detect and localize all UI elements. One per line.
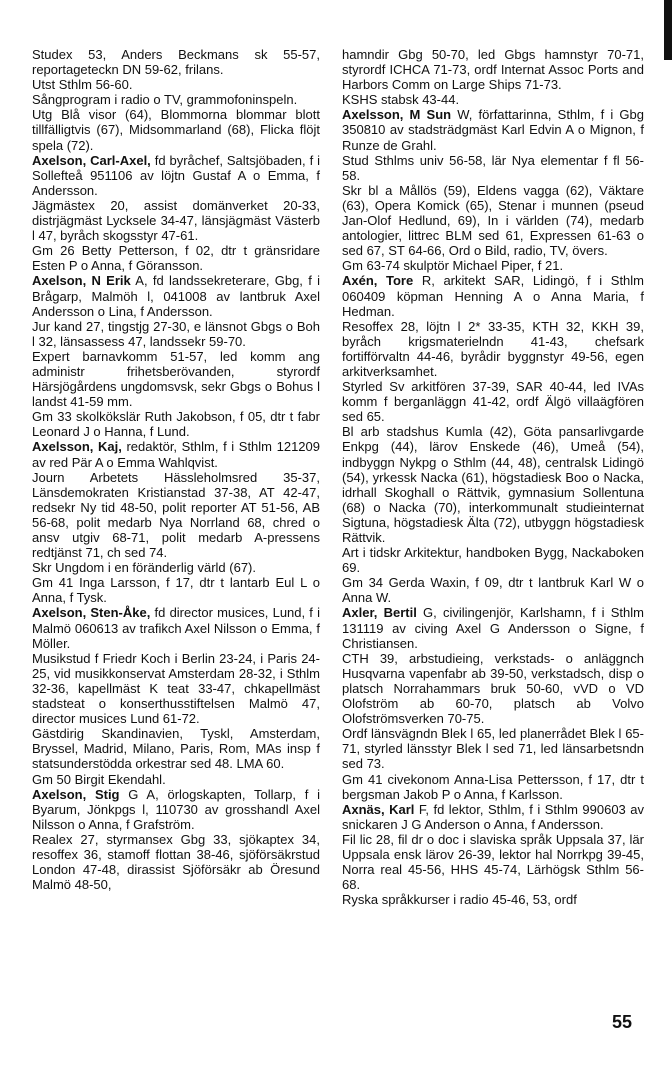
biography-entry	[342, 605, 644, 650]
entry-paragraph: Stud Sthlms univ 56-58, lär Nya elementar f fl 56-58.	[342, 152, 644, 183]
entry-paragraph: Musikstud f Friedr Koch i Berlin 23-24, i Paris 24-25, vid musikkonservat Amsterdam 28-32, i Sthlm 32-36, kapellmäst K teat 33-47, chkapellmäst stadsteat o konserthusstiftelsen Malmö 47, director musices Lund 61-72.	[32, 650, 320, 727]
entry-paragraph: Skr Ungdom i en föränderlig värld (67).	[32, 560, 256, 576]
entry-paragraph: Utst Sthlm 56-60.	[32, 77, 133, 93]
entry-name: Axler, Bertil	[342, 605, 417, 621]
entry-paragraph: Jur kand 27, tingstjg 27-30, e länsnot Gbgs o Boh l 32, länsassess 47, landssekr 59-70.	[32, 318, 320, 349]
entry-paragraph: Gästdirig Skandinavien, Tyskl, Amsterdam, Bryssel, Madrid, Milano, Paris, Rom, MAs insp f statsunderstödda orkestrar sed 48. LMA 60.	[32, 726, 320, 772]
entry-paragraph: Resoffex 28, löjtn l 2* 33-35, KTH 32, KKH 39, byråch krigsmaterielndn 41-43, chefsark fortifförvaltn 44-46, byrådir byggnstyr 49-56, egen arkitverksamhet.	[342, 318, 644, 379]
entry-paragraph: Sångprogram i radio o TV, grammofoninspeln.	[32, 92, 298, 108]
entry-name: Axnäs, Karl	[342, 801, 415, 817]
biography-entry	[342, 802, 644, 832]
biography-entry	[342, 273, 644, 318]
left-column	[32, 47, 320, 892]
entry-text: G, civilingenjör, Karlshamn, f i Sthlm 131119 av civing Axel G Andersson o Signe, f Christiansen.	[342, 605, 644, 651]
biography-entry	[32, 273, 320, 318]
entry-paragraph: Realex 27, styrmansex Gbg 33, sjökaptex 34, resoffex 36, stamoff flottan 38-46, sjöförsäkrstud London 47-48, dirassist Sjöförsäkr ab Öresund Malmö 48-50,	[32, 831, 320, 893]
entry-text: fd byråchef, Saltsjöbaden, f i Sollefteå 951106 av löjtn Gustaf A o Emma, f Andersson.	[32, 152, 320, 198]
entry-paragraph: KSHS stabsk 43-44.	[342, 92, 460, 108]
entry-paragraph: Ordf länsvägndn Blek l 65, led planerrådet Blek l 65-71, styrled länsstyr Blek l sed 71, led länsarbetsndn sed 73.	[342, 726, 644, 772]
entry-text: F, fd lektor, Sthlm, f i Sthlm 990603 av snickaren J G Anderson o Anna, f Andersson.	[342, 801, 644, 832]
entry-paragraph: Gm 63-74 skulptör Michael Piper, f 21.	[342, 258, 564, 274]
entry-text: R, arkitekt SAR, Lidingö, f i Sthlm 060409 köpman Henning A o Anna Maria, f Hedman.	[342, 273, 644, 319]
entry-paragraph: Gm 50 Birgit Ekendahl.	[32, 771, 166, 787]
entry-text: A, fd landssekreterare, Gbg, f i Brågarp, Malmöh l, 041008 av lantbruk Axel Andersson o Lina, f Andersson.	[32, 273, 321, 319]
entry-paragraph: Gm 26 Betty Petterson, f 02, dtr t gränsridare Esten P o Anna, f Göransson.	[32, 243, 320, 274]
entry-paragraph: Fil lic 28, fil dr o doc i slaviska språk Uppsala 37, lär Uppsala ensk lärov 26-39, lektor hal Norrkpg 39-45, Norra real 45-56, HHS 45-74, Lärhögsk Sthlm 56-68.	[342, 831, 644, 893]
biography-entry	[32, 439, 320, 469]
entry-paragraph: Bl arb stadshus Kumla (42), Göta pansarlivgarde Enkpg (44), lärov Enskede (46), Umeå (54), indbyggn Nykpg o Sthlm (44, 48), centralsk Lidingö (54), yrkessk Nacka (61), högstadiesk Boo o Nacka, idrhall Skoghall o Rättvik, gymnasium Sollentuna (68) o Nacka (70), interkommunalt studieinternat Sigtuna, högstadiesk Älta (72), utbyggn högstadiesk Rättvik.	[342, 424, 644, 545]
entry-paragraph: Gm 34 Gerda Waxin, f 09, dtr t lantbruk Karl W o Anna W.	[342, 575, 644, 606]
biography-entry	[32, 787, 320, 832]
biography-entry	[32, 605, 320, 650]
entry-paragraph: Ryska språkkurser i radio 45-46, 53, ordf	[342, 892, 577, 908]
entry-text: G A, örlogskapten, Tollarp, f i Byarum, Jönkpgs l, 110730 av grosshandl Axel Nilsson o Anna, f Grafström.	[32, 786, 320, 832]
entry-name: Axelson, N Erik	[32, 273, 131, 289]
entry-paragraph: Expert barnavkomm 51-57, led komm ang administr frihetsberövanden, styrordf Härsjögårdens ungdomsvsk, sekr Gbgs o Bohus l landst 41-59 mm.	[32, 348, 320, 410]
entry-paragraph: hamndir Gbg 50-70, led Gbgs hamnstyr 70-71, styrordf ICHCA 71-73, ordf Internat Assoc Ports and Harbors Comm on Large Ships 71-73.	[342, 47, 644, 93]
entry-name: Axelson, Sten-Åke,	[32, 605, 151, 621]
entry-name: Axelson, Stig	[32, 786, 120, 802]
entry-text: W, författarinna, Sthlm, f i Gbg 350810 av stadsträdgmäst Karl Edvin A o Mignon, f Runze de Grahl.	[342, 107, 644, 153]
entry-paragraph: Styrled Sv arkitfören 37-39, SAR 40-44, led IVAs komm f berganläggn 41-42, ordf Älgö villaägfören sed 65.	[342, 379, 644, 425]
entry-paragraph: Studex 53, Anders Beckmans sk 55-57, reportageteckn DN 59-62, frilans.	[32, 47, 320, 78]
entry-paragraph: Gm 33 skolkökslär Ruth Jakobson, f 05, dtr t fabr Leonard J o Hanna, f Lund.	[32, 409, 320, 440]
entry-paragraph: CTH 39, arbstudieing, verkstads- o anläggnch Husqvarna vapenfabr ab 39-50, verkstadsch, disp o platsch Norrahammars bruk 50-60, vVD o VD Olofström ab 60-70, platsch ab Volvo Olofströmsverken 70-75.	[342, 650, 644, 727]
entry-paragraph: Skr bl a Mållös (59), Eldens vagga (62), Väktare (63), Opera Komick (65), Stenar i munnen (pseud Jan-Olof Hedlund, 69), In i världen (74), medarb antologier, littrec BLM sed 61, Expressen 61-63 o sed 67, ST 64-66, Ord o Bild, radio, TV, övers.	[342, 182, 644, 259]
entry-name: Axelsson, Kaj,	[32, 439, 122, 455]
biography-entry	[32, 153, 320, 198]
entry-name: Axelson, Carl-Axel,	[32, 152, 151, 168]
entry-text: fd director musices, Lund, f i Malmö 060613 av trafikch Axel Nilsson o Emma, f Möller.	[32, 605, 320, 651]
right-column	[342, 47, 644, 907]
entry-paragraph: Gm 41 Inga Larsson, f 17, dtr t lantarb Eul L o Anna, f Tysk.	[32, 575, 320, 606]
entry-paragraph: Journ Arbetets Hässleholmsred 35-37, Länsdemokraten Kristianstad 37-38, AT 42-47, redsekr Ny tid 48-50, polit reporter AT 51-56, AB 56-68, polit medarb Nya Norrland 68, chred o ansv utgiv 68-71, polit medarb A-pressens redtjänst 71, ch sed 74.	[32, 469, 320, 561]
page-edge-marker	[664, 0, 672, 60]
entry-paragraph: Art i tidskr Arkitektur, handboken Bygg, Nackaboken 69.	[342, 545, 644, 576]
biography-entry	[342, 107, 644, 152]
entry-text: redaktör, Sthlm, f i Sthlm 121209 av red Pär A o Emma Wahlqvist.	[32, 439, 320, 470]
entry-paragraph: Utg Blå visor (64), Blommorna blommar blott tillfälligtvis (67), Midsommarland (68), Flicka flöjt spela (72).	[32, 107, 320, 153]
entry-name: Axén, Tore	[342, 273, 414, 289]
entry-paragraph: Jägmästex 20, assist domänverket 20-33, distrjägmäst Lycksele 34-47, länsjägmäst Västerb l 47, byråch skogsstyr 47-61.	[32, 197, 320, 244]
entry-name: Axelsson, M Sun	[342, 107, 452, 123]
page-number: 55	[612, 1012, 633, 1032]
entry-paragraph: Gm 41 civekonom Anna-Lisa Pettersson, f 17, dtr t bergsman Jakob P o Anna, f Karlsson.	[342, 771, 644, 802]
